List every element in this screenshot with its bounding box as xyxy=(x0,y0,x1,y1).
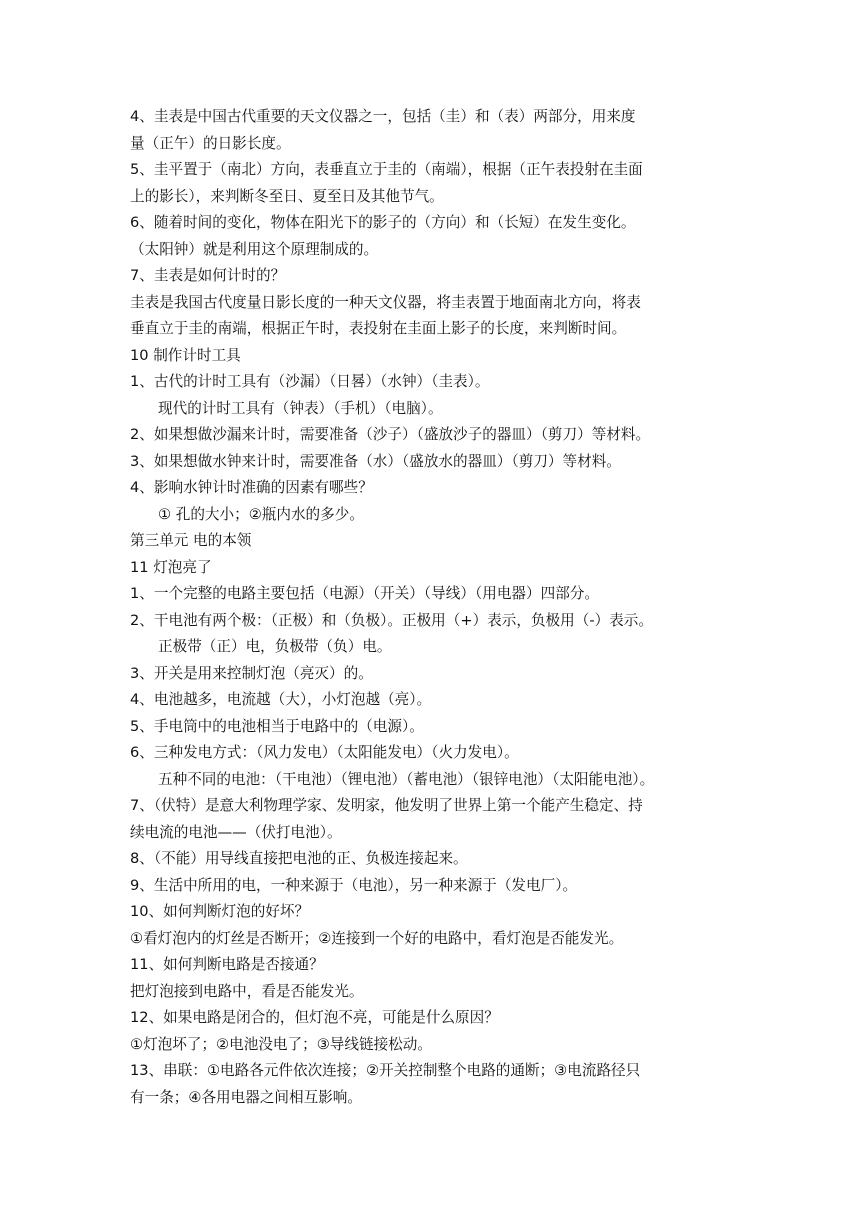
text-line: 4、电池越多，电流越（大），小灯泡越（亮）。 xyxy=(130,691,432,708)
text-line: 量（正午）的日影长度。 xyxy=(130,134,291,152)
text-line: 5、手电筒中的电池相当于电路中的（电源）。 xyxy=(130,717,424,735)
text-line: 6、随着时间的变化，物体在阳光下的影子的（方向）和（长短）在发生变化。 xyxy=(130,214,636,231)
section-heading: 10 制作计时工具 xyxy=(130,346,241,364)
text-line: 8、（不能）用导线直接把电池的正、负极连接起来。 xyxy=(130,850,468,867)
text-line: 垂直立于圭的南端，根据正午时，表投射在圭面上影子的长度，来判断时间。 xyxy=(130,320,627,337)
text-line: 五种不同的电池：（干电池）（锂电池）（蓄电池）（银锌电池）（太阳能电池）。 xyxy=(158,770,655,788)
text-line: 1、一个完整的电路主要包括（电源）（开关）（导线）（用电器）四部分。 xyxy=(130,585,599,602)
section-heading: 11 灯泡亮了 xyxy=(130,558,212,576)
text-line: 5、圭平置于（南北）方向，表垂直立于圭的（南端），根据（正午表投射在圭面 xyxy=(130,161,643,178)
text-line: 把灯泡接到电路中，看是否能发光。 xyxy=(130,982,364,1000)
text-line: 9、生活中所用的电，一种来源于（电池），另一种来源于（发电厂）。 xyxy=(130,876,578,894)
text-line: 上的影长），来判断冬至日、夏至日及其他节气。 xyxy=(130,187,444,205)
document-page xyxy=(130,104,730,1111)
text-line: 有一条；④各用电器之间相互影响。 xyxy=(130,1088,362,1106)
text-line: 3、开关是用来控制灯泡（亮灭）的。 xyxy=(130,664,373,682)
question-heading: 7、圭表是如何计时的？ xyxy=(130,267,286,284)
text-line: ①看灯泡内的灯丝是否断开；②连接到一个好的电路中，看灯泡是否能发光。 xyxy=(130,929,624,947)
text-line: 6、三种发电方式：（风力发电）（太阳能发电）（火力发电）。 xyxy=(130,744,519,761)
question-heading: 10、如何判断灯泡的好坏？ xyxy=(130,903,310,920)
text-line: （太阳钟）就是利用这个原理制成的。 xyxy=(130,240,379,258)
text-line: 2、如果想做沙漏来计时，需要准备（沙子）（盛放沙子的器皿）（剪刀）等材料。 xyxy=(130,426,651,443)
text-line: 圭表是我国古代度量日影长度的一种天文仪器，将圭表置于地面南北方向，将表 xyxy=(130,293,641,311)
question-heading: 12、如果电路是闭合的，但灯泡不亮，可能是什么原因？ xyxy=(130,1009,499,1026)
text-line: ①灯泡坏了；②电池没电了；③导线链接松动。 xyxy=(130,1035,432,1053)
text-line: 续电流的电池——（伏打电池）。 xyxy=(130,823,342,841)
text-line: ① 孔的大小；②瓶内水的多少。 xyxy=(158,505,364,523)
text-line: 正极带（正）电，负极带（负）电。 xyxy=(158,638,392,655)
text-line: 13、串联：①电路各元件依次连接；②开关控制整个电路的通断；③电流路径只 xyxy=(130,1062,641,1079)
text-line: 1、古代的计时工具有（沙漏）（日晷）（水钟）（圭表）。 xyxy=(130,373,490,390)
text-line: 3、如果想做水钟来计时，需要准备（水）（盛放水的器皿）（剪刀）等材料。 xyxy=(130,452,621,470)
unit-heading: 第三单元 电的本领 xyxy=(130,532,252,549)
text-line: 2、干电池有两个极：（正极）和（负极）。正极用（+）表示，负极用（-）表示。 xyxy=(130,611,653,629)
text-line: 4、圭表是中国古代重要的天文仪器之一，包括（圭）和（表）两部分，用来度 xyxy=(130,108,636,125)
question-heading: 4、影响水钟计时准确的因素有哪些？ xyxy=(130,479,373,496)
text-line: 现代的计时工具有（钟表）（手机）（电脑）。 xyxy=(158,399,443,417)
question-heading: 11、如何判断电路是否接通？ xyxy=(130,956,324,973)
text-line: 7、（伏特）是意大利物理学家、发明家，他发明了世界上第一个能产生稳定、持 xyxy=(130,797,643,814)
